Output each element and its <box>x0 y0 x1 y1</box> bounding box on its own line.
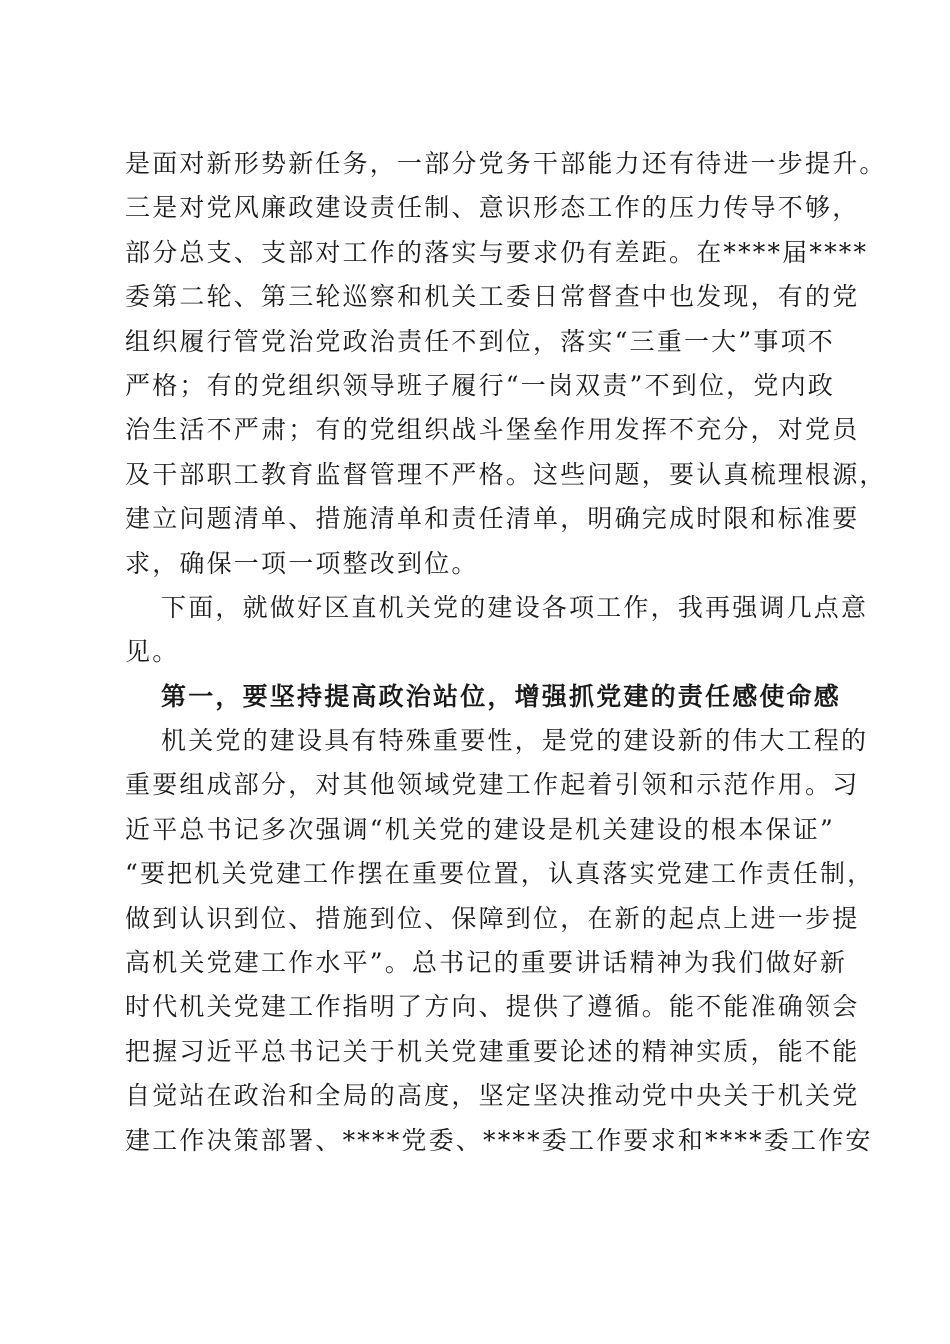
text-line: 及干部职工教育监督管理不严格。这些问题，要认真梳理根源， <box>125 459 887 489</box>
text-line: 时代机关党建工作指明了方向、提供了遵循。能不能准确领会 <box>125 992 860 1022</box>
text-line: 自觉站在政治和全局的高度，坚定坚决推动党中央关于机关党 <box>125 1081 860 1111</box>
text-line: 是面对新形势新任务，一部分党务干部能力还有待进一步提升。 <box>125 149 887 178</box>
text-line: 三是对党风廉政建设责任制、意识形态工作的压力传导不够， <box>125 193 860 223</box>
text-line: “要把机关党建工作摆在重要位置，认真落实党建工作责任制， <box>125 859 875 889</box>
document-body <box>125 142 887 1163</box>
text-line: 高机关党建工作水平”。总书记的重要讲话精神为我们做好新 <box>125 948 848 978</box>
text-line: 委第二轮、第三轮巡察和机关工委日常督查中也发现，有的党 <box>125 282 860 312</box>
text-line: 求，确保一项一项整改到位。 <box>125 548 479 578</box>
section-heading: 第一，要坚持提高政治站位，增强抓党建的责任感使命感 <box>161 681 842 711</box>
text-line: 把握习近平总书记关于机关党建重要论述的精神实质，能不能 <box>125 1036 860 1066</box>
text-line: 做到认识到位、措施到位、保障到位，在新的起点上进一步提 <box>125 903 860 933</box>
text-line: 重要组成部分，对其他领域党建工作起着引领和示范作用。习 <box>125 770 860 800</box>
text-line: 下面，就做好区直机关党的建设各项工作，我再强调几点意 <box>161 592 869 622</box>
text-line: 治生活不严肃；有的党组织战斗堡垒作用发挥不充分，对党员 <box>125 415 860 445</box>
text-line: 建立问题清单、措施清单和责任清单，明确完成时限和标准要 <box>125 504 860 534</box>
text-line: 部分总支、支部对工作的落实与要求仍有差距。在****届**** <box>125 237 869 267</box>
text-line: 见。 <box>125 637 180 667</box>
text-line: 机关党的建设具有特殊重要性，是党的建设新的伟大工程的 <box>161 726 869 756</box>
text-line: 严格；有的党组织领导班子履行“一岗双责”不到位，党内政 <box>125 370 835 400</box>
text-line: 近平总书记多次强调“机关党的建设是机关建设的根本保证” <box>125 814 835 844</box>
text-line: 组织履行管党治党政治责任不到位，落实“三重一大”事项不 <box>125 326 835 356</box>
text-line: 建工作决策部署、****党委、****委工作要求和****委工作安 <box>125 1125 873 1155</box>
